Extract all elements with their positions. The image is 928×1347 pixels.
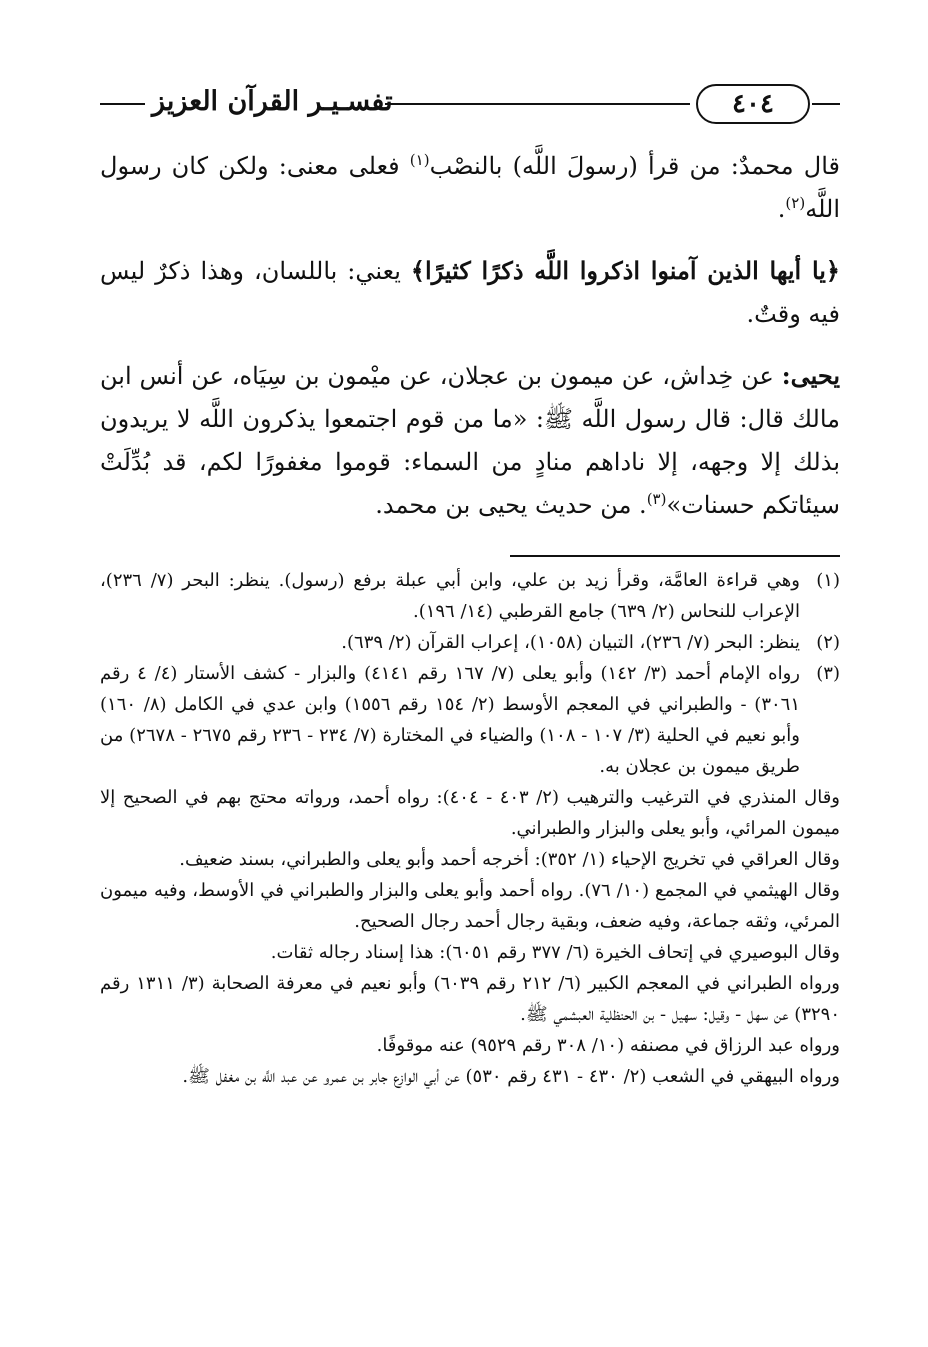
- footnote-number: (١): [816, 570, 840, 591]
- footnote-3-cont-4: وقال البوصيري في إتحاف الخيرة (٦/ ٣٧٧ رقم ٦٠٥١): هذا إسناد رجاله ثقات.: [270, 942, 840, 963]
- paragraph-1-text-2: فعلى معنى: ولكن كان رسول اللَّه: [100, 152, 840, 223]
- footnote-3-cont-2: وقال العراقي في تخريج الإحياء (١/ ٣٥٢): أخرجه أحمد وأبو يعلى والطبراني، بسند ضعيف.: [179, 849, 840, 870]
- footnote-number: (٢): [816, 632, 840, 653]
- header-rule-right: [812, 103, 840, 105]
- footnote-text: وهي قراءة العامَّة، وقرأ زيد بن علي، وابن أبي عبلة برفع (رسول). ينظر: البحر (٧/ ٢٣٦)، الإعراب للنحاس (٢/ ٦٣٩) جامع القرطبي (١٤/ ١٩٦).: [100, 570, 800, 622]
- footnote-text: ينظر: البحر (٧/ ٢٣٦)، التبيان (١٠٥٨)، إعراب القرآن (٢/ ٦٣٩).: [341, 632, 800, 653]
- main-text: [100, 145, 840, 545]
- page-number: ٤٠٤: [696, 84, 810, 124]
- book-page: [100, 60, 840, 1240]
- footnote-3-cont-1: وقال المنذري في الترغيب والترهيب (٢/ ٤٠٣ - ٤٠٤): رواه أحمد، ورواته محتج بهم في الصحيح إلا ميمون المرائي، وأبو يعلى والبزار والطبراني.: [100, 787, 840, 839]
- header-rule-left: [100, 103, 145, 105]
- running-title: تفسـيـر القرآن العزيز: [152, 86, 393, 117]
- footnote-1: [100, 565, 840, 627]
- page-header: [100, 82, 840, 126]
- footnote-3-cont-7: ورواه البيهقي في الشعب (٢/ ٤٣٠ - ٤٣١ رقم ٥٣٠) عن أبي الوازع جابر بن عمرو عن عبد اللَّه بن مغفل ﷺ.: [182, 1066, 840, 1087]
- footnote-3-cont-5: ورواه الطبراني في المعجم الكبير (٦/ ٢١٢ رقم ٦٠٣٩) وأبو نعيم في معرفة الصحابة (٣/ ١٣١١ رقم ٣٢٩٠) عن سهل - وقيل: سهيل - بن الحنظلية العبشمي ﷺ.: [100, 973, 840, 1025]
- paragraph-3: [100, 354, 840, 527]
- footnote-2: [100, 627, 840, 658]
- footnote-3-cont-6: ورواه عبد الرزاق في مصنفه (١٠/ ٣٠٨ رقم ٩٥٢٩) عنه موقوفًا.: [376, 1035, 840, 1056]
- footnote-3: [100, 658, 840, 782]
- paragraph-3-text: عن خِداش، عن ميمون بن عجلان، عن ميْمون بن سِيَاه، عن أنس ابن مالك قال: قال رسول اللَّه ﷺ: «ما من قوم اجتمعوا يذكرون اللَّه لا يريدون بذلك إلا وجهه، إلا ناداهم منادٍ من السماء: قوموا مغفورًا لكم، قد بُدِّلَتْ سيئاتكم حسنات»: [100, 362, 840, 519]
- footnote-text: رواه الإمام أحمد (٣/ ١٤٢) وأبو يعلى (٧/ ١٦٧ رقم ٤١٤١) والبزار - كشف الأستار (٤/ ٤ رقم ٣٠٦١) - والطبراني في المعجم الأوسط (٢/ ١٥٤ رقم ١٥٥٦) وابن عدي في الكامل (٨/ ١٦٠) وأبو نعيم في الحلية (٣/ ١٠٧ - ١٠٨) والضياء في المختارة (٧/ ٢٣٤ - ٢٣٦ رقم ٢٦٧٥ - ٢٦٧٨) من طريق ميمون بن عجلان به.: [100, 663, 800, 777]
- paragraph-2-text: يعني: باللسان، وهذا ذكرٌ ليس فيه وقتٌ.: [100, 257, 840, 328]
- paragraph-2: [100, 249, 840, 336]
- footnote-ref-2: (٢): [785, 194, 806, 212]
- paragraph-3-text-2: . من حديث يحيى بن محمد.: [375, 491, 647, 519]
- footnote-3-cont-3: وقال الهيثمي في المجمع (١٠/ ٧٦). رواه أحمد وأبو يعلى والبزار والطبراني في الأوسط، وفيه ميمون المرئي، وثقه جماعة، وفيه ضعف، وبقية رجال أحمد رجال الصحيح.: [100, 880, 840, 932]
- footnote-separator: [510, 555, 840, 557]
- paragraph-1-text: قال محمدٌ: من قرأ (رسولَ اللَّه) بالنصْب: [429, 152, 841, 180]
- header-rule-middle: [385, 103, 690, 105]
- paragraph-1: [100, 145, 840, 231]
- quran-verse: ﴿يا أيها الذين آمنوا اذكروا اللَّه ذكرًا كثيرًا﴾: [410, 256, 840, 285]
- narrator-lead: يحيى:: [781, 361, 840, 390]
- footnote-number: (٣): [816, 663, 840, 684]
- paragraph-1-text-3: .: [777, 195, 786, 223]
- footnotes: [100, 565, 840, 1092]
- footnote-ref-3: (٣): [646, 490, 667, 508]
- footnote-ref-1: (١): [409, 151, 430, 169]
